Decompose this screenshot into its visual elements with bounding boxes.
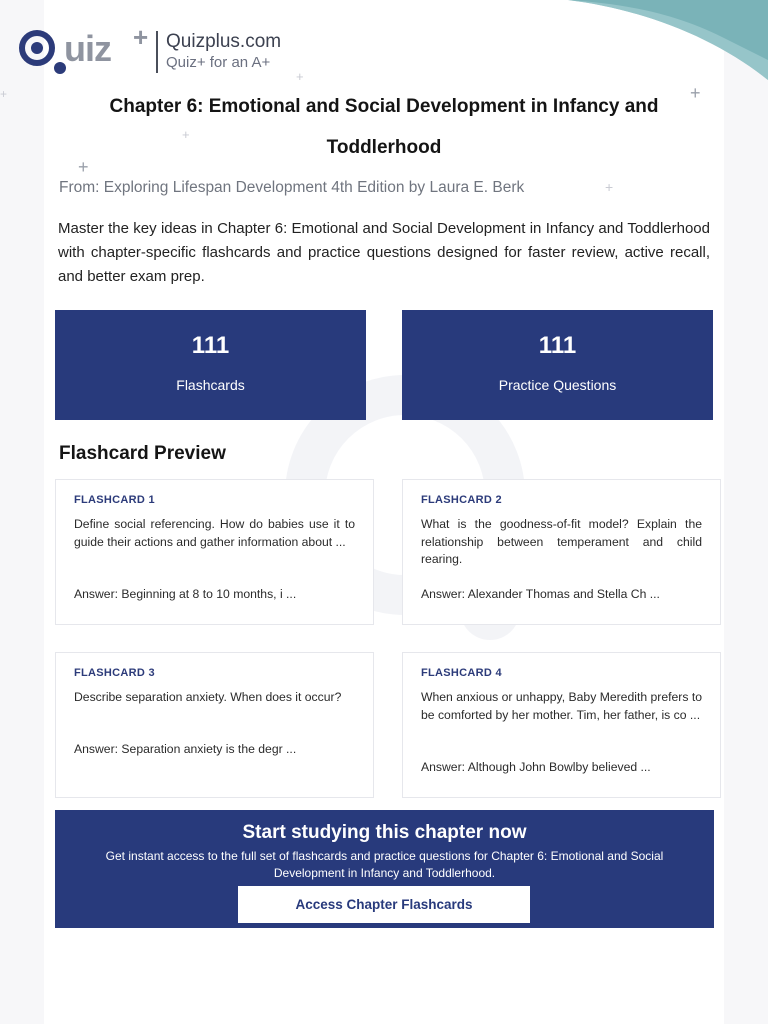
flashcard-label: FLASHCARD 2 — [421, 494, 502, 506]
flashcard-preview-heading: Flashcard Preview — [59, 443, 226, 464]
site-name: Quizplus.com — [166, 31, 282, 52]
flashcard-question: Define social referencing. How do babies use it to guide their actions and gather information about ... — [74, 517, 355, 549]
flashcard-card[interactable] — [55, 652, 374, 798]
flashcards-count: 111 — [191, 332, 230, 359]
access-flashcards-button[interactable]: Access Chapter Flashcards — [238, 886, 530, 923]
cta-description: Get instant access to the full set of flashcards and practice questions for Chapter 6: Emotional and Social Development in Infancy and Toddlerhood. — [105, 849, 664, 880]
practice-questions-stat[interactable] — [402, 310, 713, 420]
plus-decoration-icon: + — [0, 87, 8, 101]
flashcard-card[interactable] — [55, 479, 374, 625]
flashcard-card[interactable] — [402, 479, 721, 625]
cta-title: Start studying this chapter now — [242, 822, 527, 843]
practice-questions-count: 111 — [538, 332, 577, 359]
plus-decoration-icon: + — [182, 127, 190, 142]
practice-questions-label: Practice Questions — [498, 377, 617, 393]
plus-decoration-icon: + — [296, 69, 304, 84]
flashcards-stat[interactable] — [55, 310, 366, 420]
flashcard-question: When anxious or unhappy, Baby Meredith prefers to be comforted by her mother. Tim, her father, is co ... — [421, 690, 702, 722]
book-source: From: Exploring Lifespan Development 4th Edition by Laura E. Berk — [59, 179, 525, 196]
logo-plus: + — [133, 22, 149, 52]
flashcards-label: Flashcards — [176, 377, 245, 393]
intro-paragraph: Master the key ideas in Chapter 6: Emotional and Social Development in Infancy and Toddlerhood with chapter-specific flashcards and practice questions designed for faster review, active recall, and better exam prep. — [58, 220, 710, 285]
flashcard-answer: Answer: Separation anxiety is the degr ... — [74, 742, 297, 756]
page-title: Chapter 6: Emotional and Social Development in Infancy and Toddlerhood — [109, 96, 659, 158]
flashcard-label: FLASHCARD 4 — [421, 667, 502, 679]
plus-decoration-icon: + — [690, 83, 701, 103]
flashcard-answer: Answer: Although John Bowlby believed ... — [421, 760, 651, 774]
site-tagline: Quiz+ for an A+ — [166, 54, 271, 71]
cta-banner — [55, 810, 714, 928]
flashcard-label: FLASHCARD 3 — [74, 667, 155, 679]
flashcard-card[interactable] — [402, 652, 721, 798]
logo-divider — [156, 31, 158, 73]
quiz-plus-logo-icon — [16, 22, 154, 78]
flashcard-answer: Answer: Beginning at 8 to 10 months, i ... — [74, 587, 297, 601]
quizplus-logo[interactable] — [16, 22, 282, 78]
plus-decoration-icon: + — [605, 179, 614, 195]
flashcard-question: Describe separation anxiety. When does it occur? — [74, 690, 342, 704]
flashcard-question: What is the goodness-of-fit model? Explain the relationship between temperament and child rearing. — [421, 517, 702, 566]
corner-decoration — [568, 0, 768, 90]
plus-decoration-icon: + — [78, 157, 89, 177]
flashcard-label: FLASHCARD 1 — [74, 494, 155, 506]
logo-wordmark: uiz — [64, 28, 111, 69]
flashcard-answer: Answer: Alexander Thomas and Stella Ch ... — [421, 587, 660, 601]
